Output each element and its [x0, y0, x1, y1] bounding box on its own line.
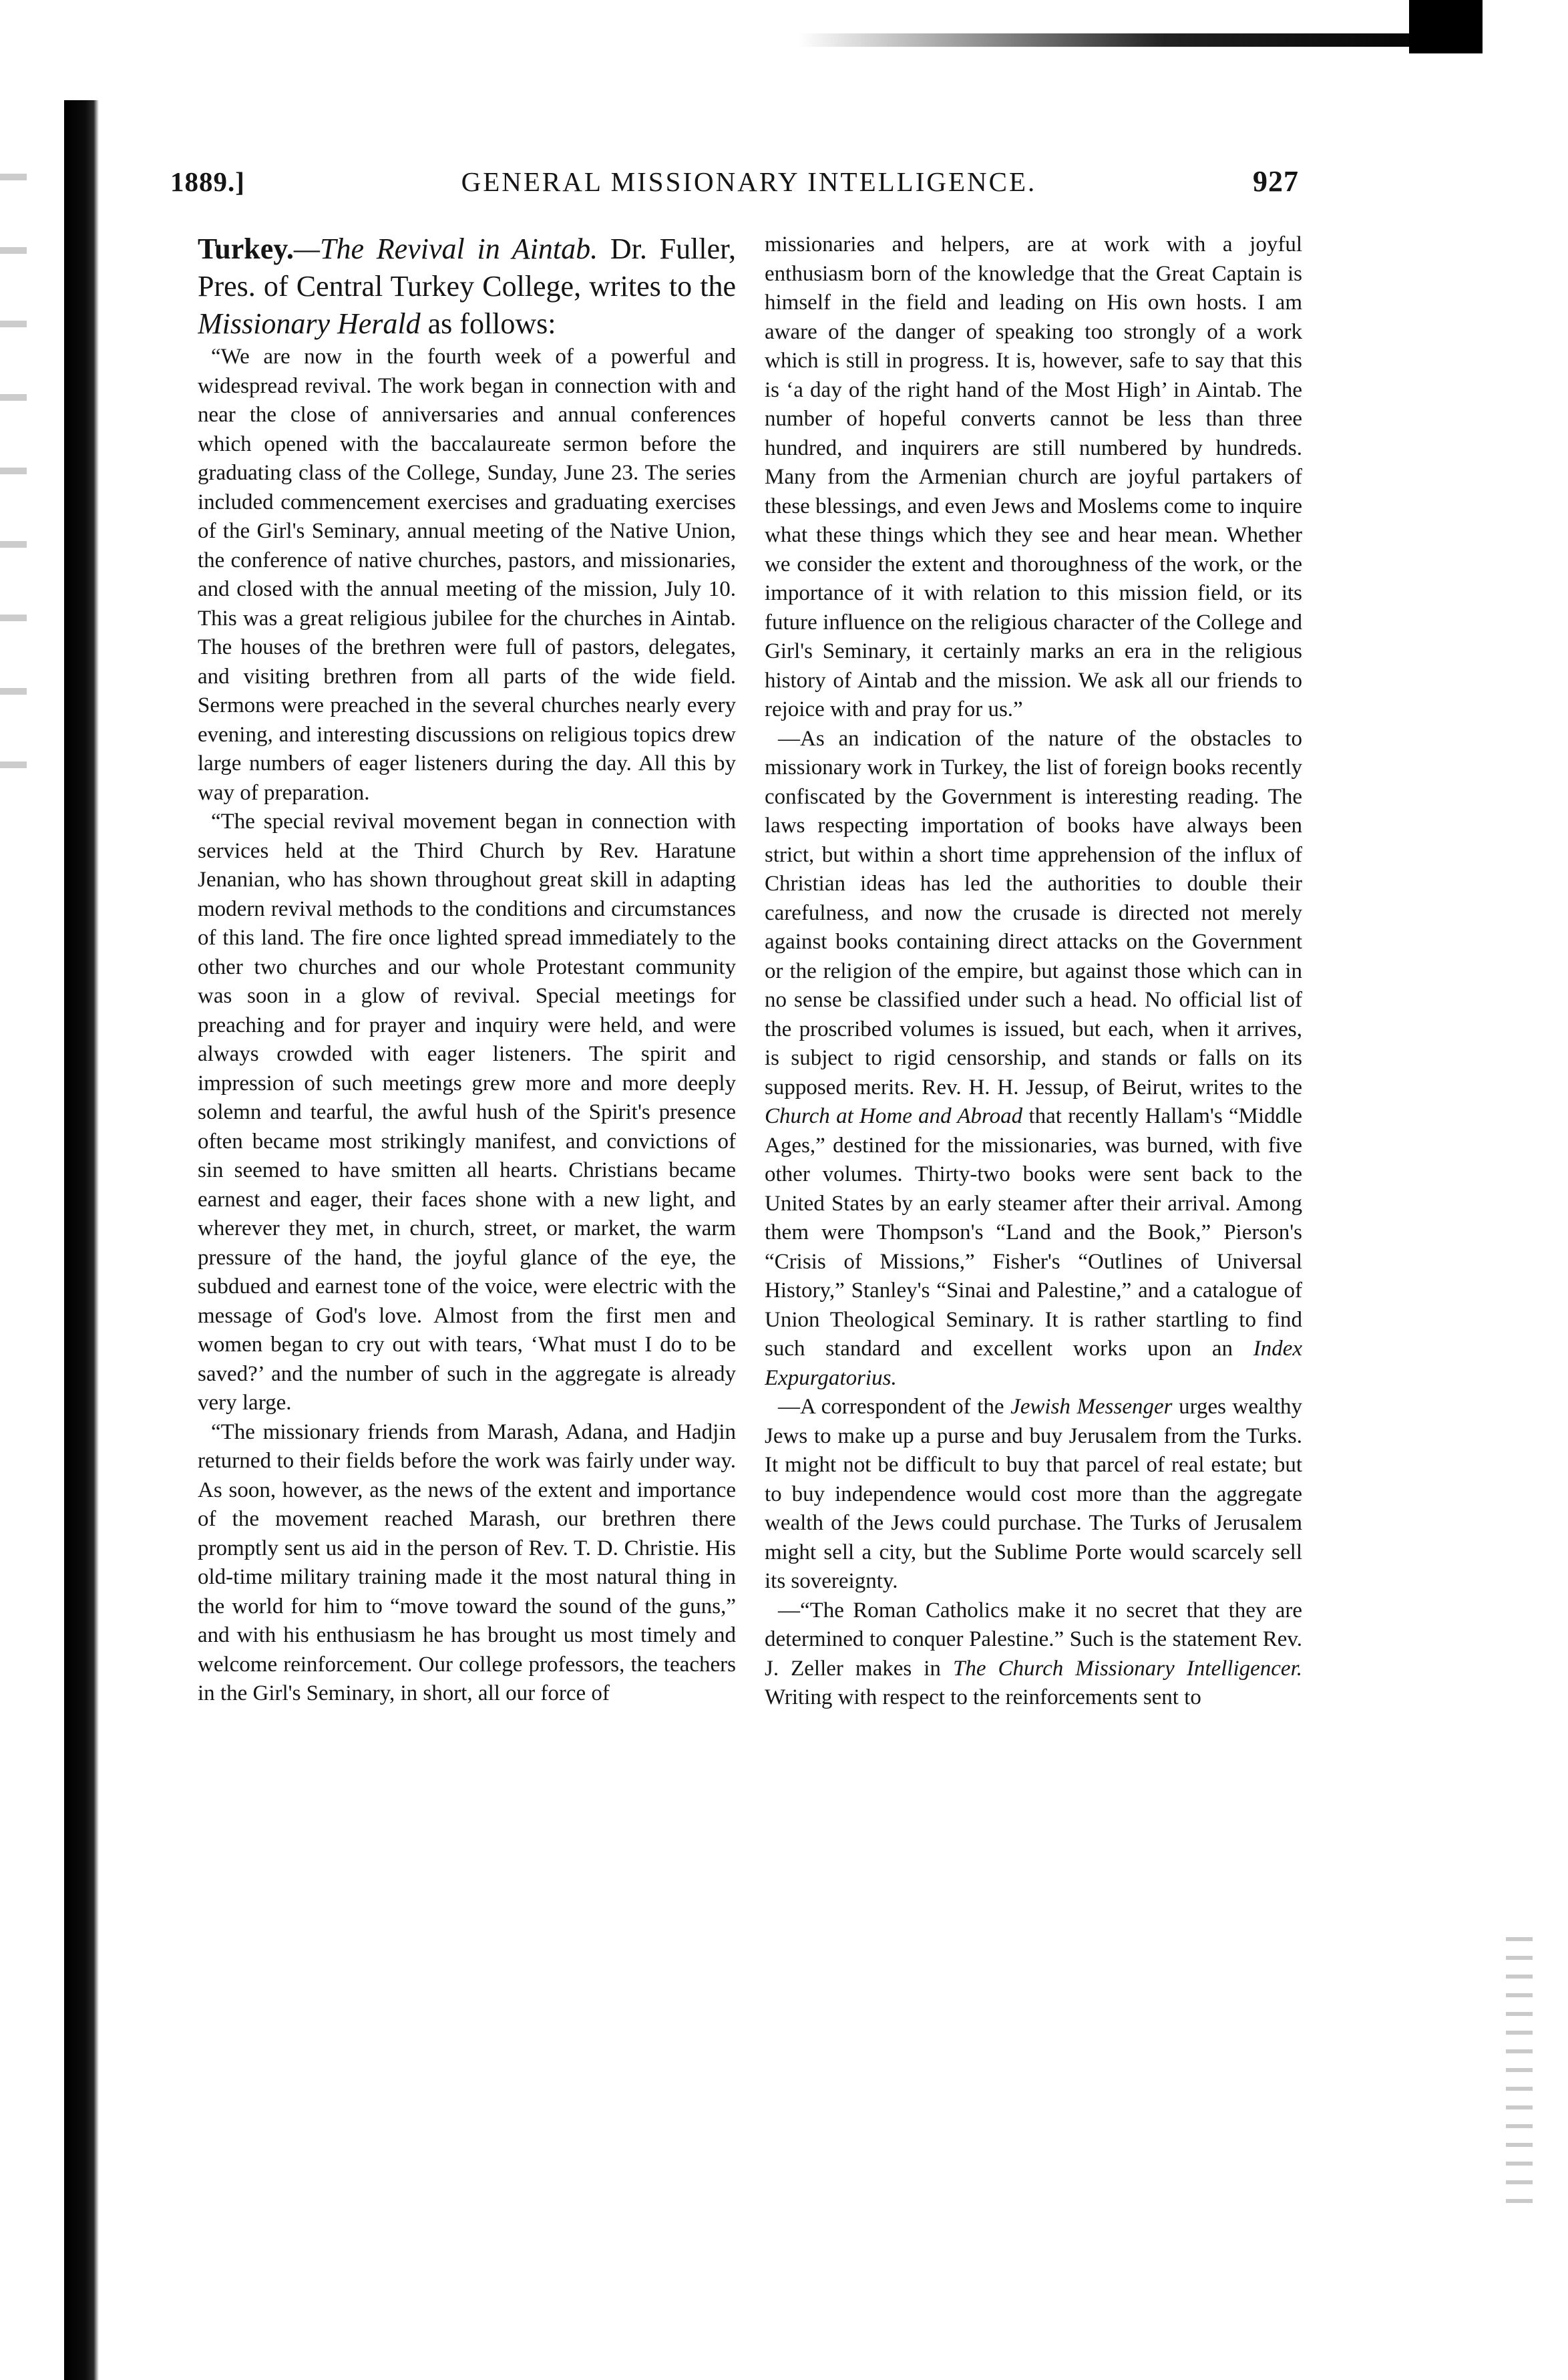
periodical-title: The Church Missionary Intelligencer.: [952, 1656, 1302, 1681]
periodical-title: Jewish Messenger: [1010, 1395, 1173, 1419]
paragraph: “The special revival movement began in connection with services held at the Third Church by Rev. Haratune Jenanian, who has shown throughout great skill in adapting modern revival methods to the conditions and circumstances of this land. The fire once lighted spread immediately to the other two churches and our whole Protestant community was soon in a glow of revival. Special meetings for preaching and for prayer and inquiry were held, and were always crowded with eager listeners. The spirit and impression of such meetings grew more and more deeply solemn and tearful, the awful hush of the Spirit's presence often became most strikingly manifest, and convictions of sin seemed to have smitten all hearts. Christians became earnest and eager, their faces shone with a new light, and wherever they met, in church, street, or market, the warm pressure of the hand, the joyful glance of the eye, the subdued and earnest tone of the voice, were electric with the message of God's love. Almost from the first men and women began to cry out with tears, ‘What must I do to be saved?’ and the number of such in the aggregate is already very large.: [198, 810, 736, 1415]
article-lead: [198, 230, 736, 343]
index-title: Index Expurgatorius.: [765, 1337, 1302, 1390]
paragraph-text: Writing with respect to the reinforcements sent to: [765, 1685, 1201, 1709]
scan-top-corner: [1409, 0, 1483, 53]
paragraph-text: —As an indication of the nature of the obstacles to missionary work in Turkey, the list of foreign books recently confiscated by the Government is interesting reading. The laws respecting importation of books have always been strict, but within a short time apprehension of the influx of Christian ideas has led the authorities to double their carefulness, and now the crusade is directed not merely against books containing direct attacks on the Government or the religion of the empire, but against those which can in no sense be classified under such a head. No official list of the proscribed volumes is issued, but each, when it arrives, is subject to rigid censorship, and stands or falls on its supposed merits. Rev. H. H. Jessup, of Beirut, writes to the: [765, 726, 1302, 1099]
page-number: 927: [1253, 165, 1299, 198]
lead-text-2: as follows:: [427, 307, 556, 340]
right-column: [765, 230, 1302, 2321]
scan-left-margin-marks: [0, 174, 27, 775]
paragraph-text: —“The Roman Catholics make it no secret that they are determined to conquer Palestine.” Such is the statement Rev. J. Zeller makes in: [765, 1598, 1302, 1681]
paragraph-text: urges wealthy Jews to make up a purse and buy Jerusalem from the Turks. It might not be difficult to buy that parcel of real estate; but to buy independence would cost more than the aggregate wealth of the Jews could purchase. The Turks of Jerusalem might sell a city, but the Sublime Porte would scarcely sell its sovereignty.: [765, 1395, 1302, 1593]
paragraph: [765, 1393, 1302, 1596]
running-header: [170, 164, 1299, 204]
left-column: [198, 230, 736, 2321]
paragraph: [765, 725, 1302, 1393]
paragraph-text: that recently Hallam's “Middle Ages,” destined for the missionaries, was burned, with five other volumes. Thirty-two books were sent back to the United States by an early steamer after their arrival. Among them were Thompson's “Land and the Book,” Pierson's “Crisis of Missions,” Fisher's “Outlines of Universal History,” Stanley's “Sinai and Palestine,” and a catalogue of Union Theological Seminary. It is rather startling to find such standard and excellent works upon an: [765, 1104, 1302, 1361]
section-keyword: Turkey.: [198, 232, 294, 265]
paragraph: “We are now in the fourth week of a powerful and widespread revival. The work began in connection with and near the close of anniversaries and annual conferences which opened with the baccalaureate sermon before the graduating class of the College, Sunday, June 23. The series included commencement exercises and graduating exercises of the Girl's Seminary, annual meeting of the Native Union, the conference of native churches, pastors, and missionaries, and closed with the annual meeting of the mission, July 10. This was a great religious jubilee for the churches in Aintab. The houses of the brethren were full of pastors, delegates, and visiting brethren from all parts of the wide field. Sermons were preached in the several churches nearly every evening, and interesting discussions on religious topics drew large numbers of eager listeners during the day. All this by way of preparation.: [198, 345, 736, 805]
paragraph: “The missionary friends from Marash, Adana, and Hadjin returned to their fields before the work was fairly under way. As soon, however, as the news of the extent and importance of the movement reached Marash, our brethren there promptly sent us aid in the person of Rev. T. D. Christie. His old-time military training made it the most natural thing in the world for him to “move toward the sound of the guns,” and with his enthusiasm he has brought us most timely and welcome reinforcement. Our college professors, the teachers in the Girl's Seminary, in short, all our force of: [198, 1419, 736, 1705]
scan-right-margin-marks: [1506, 1937, 1533, 2218]
lead-periodical: Missionary Herald: [198, 307, 421, 340]
article-title: —The Revival in Aintab.: [293, 232, 598, 265]
paragraph: missionaries and helpers, are at work with a joyful enthusiasm born of the knowledge that the Great Captain is himself in the field and leading on His own hosts. I am aware of the danger of speaking too strongly of a work which is still in progress. It is, however, safe to say that this is ‘a day of the right hand of the Most High’ in Aintab. The number of hopeful converts cannot be less than three hundred, and inquirers are still numbered by hundreds. Many from the Armenian church are joyful partakers of these blessings, and even Jews and Moslems come to inquire what these things which they see and hear mean. Whether we consider the extent and thoroughness of the work, or the importance of it with relation to this mission field, or its future influence on the religious character of the College and Girl's Seminary, it certainly marks an era in the religious history of Aintab and the mission. We ask all our friends to rejoice with and pray for us.”: [765, 232, 1302, 721]
header-running-title: GENERAL MISSIONARY INTELLIGENCE.: [461, 166, 1037, 197]
paragraph: [765, 1596, 1302, 1713]
paragraph-text: —A correspondent of the: [778, 1395, 1004, 1419]
header-year: 1889.]: [170, 166, 245, 197]
scan-shadow-edge: [64, 100, 99, 2380]
scan-top-rule: [798, 33, 1466, 47]
lead-text-1: Dr. Fuller, Pres. of Central Turkey College, writes to the: [198, 232, 736, 303]
periodical-title: Church at Home and Abroad: [765, 1104, 1023, 1128]
